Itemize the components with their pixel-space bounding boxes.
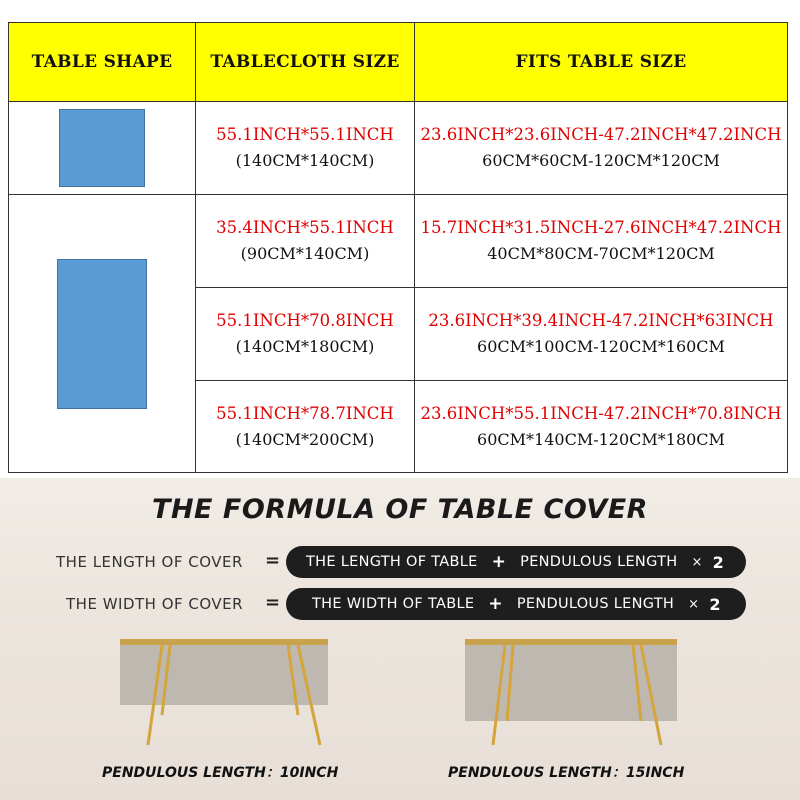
table-illustration-icon [120, 633, 340, 753]
table-length-term: THE LENGTH OF TABLE [306, 554, 478, 570]
fits-size-cell [415, 102, 788, 195]
equals-sign: = [265, 592, 281, 613]
fits-size-cell [415, 381, 788, 473]
pendulous-length-term: PENDULOUS LENGTH [516, 596, 675, 612]
cloth-inch: 55.1INCH*70.8INCH [216, 311, 394, 330]
cloth-inch: 55.1INCH*55.1INCH [216, 125, 394, 144]
formula-section [0, 478, 800, 800]
tablecloth-size-cell [196, 381, 415, 473]
table-illustration-icon [465, 633, 685, 753]
header-table-shape: TABLE SHAPE [9, 23, 196, 102]
shape-cell-rectangle [9, 195, 196, 473]
multiply-sign: × [691, 554, 703, 570]
fits-cm: 60CM*100CM-120CM*160CM [477, 337, 725, 356]
width-of-cover-label: THE WIDTH OF COVER [66, 595, 244, 613]
multiplier: 2 [712, 552, 725, 572]
tablecloth-size-cell [196, 102, 415, 195]
table-header-row [9, 23, 788, 102]
multiplier: 2 [709, 594, 721, 614]
pendulous-length-term: PENDULOUS LENGTH [520, 554, 678, 570]
cloth-cm: (90CM*140CM) [240, 244, 370, 263]
fits-cm: 40CM*80CM-70CM*120CM [487, 244, 715, 263]
cloth-inch: 35.4INCH*55.1INCH [216, 218, 394, 237]
table-width-term: THE WIDTH OF TABLE [312, 596, 475, 612]
fits-size-cell [415, 288, 788, 381]
fits-inch: 23.6INCH*23.6INCH-47.2INCH*47.2INCH [420, 125, 782, 144]
length-of-cover-label: THE LENGTH OF COVER [56, 553, 243, 571]
fits-inch: 15.7INCH*31.5INCH-27.6INCH*47.2INCH [420, 218, 782, 237]
cloth-cm: (140CM*200CM) [235, 429, 375, 449]
square-shape-icon [59, 109, 145, 187]
plus-sign: + [488, 594, 503, 614]
fits-inch: 23.6INCH*39.4INCH-47.2INCH*63INCH [428, 311, 774, 330]
size-table [8, 22, 788, 473]
fits-cm: 60CM*140CM-120CM*180CM [477, 429, 725, 449]
cloth-cm: (140CM*180CM) [235, 337, 375, 356]
cloth-inch: 55.1INCH*78.7INCH [216, 403, 394, 423]
fits-inch: 23.6INCH*55.1INCH-47.2INCH*70.8INCH [420, 403, 782, 423]
shape-cell-square [9, 102, 196, 195]
tablecloth-size-cell [196, 288, 415, 381]
pendulous-length-15-label: PENDULOUS LENGTH：15INCH [448, 765, 685, 781]
header-fits-table-size: FITS TABLE SIZE [415, 23, 788, 102]
multiply-sign: × [688, 596, 700, 612]
pendulous-length-10-label: PENDULOUS LENGTH：10INCH [102, 765, 339, 781]
length-formula-pill [286, 546, 746, 578]
cloth-cm: (140CM*140CM) [235, 151, 375, 170]
equals-sign: = [265, 550, 281, 571]
table-row [9, 195, 788, 288]
header-tablecloth-size: TABLECLOTH SIZE [196, 23, 415, 102]
tablecloth-size-cell [196, 195, 415, 288]
plus-sign: + [491, 552, 507, 572]
table-row [9, 102, 788, 195]
formula-title: THE FORMULA OF TABLE COVER [152, 494, 648, 525]
fits-size-cell [415, 195, 788, 288]
fits-cm: 60CM*60CM-120CM*120CM [482, 151, 720, 170]
rectangle-shape-icon [57, 259, 147, 409]
width-formula-pill [286, 588, 746, 620]
